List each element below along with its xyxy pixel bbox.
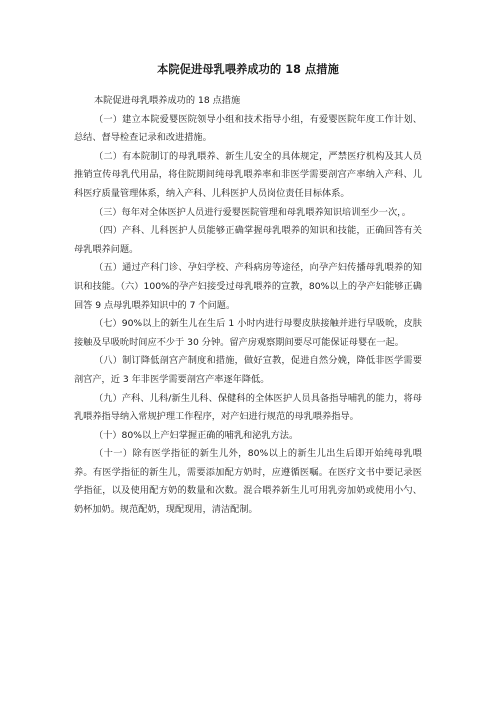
paragraph-7: （八）制订降低剖宫产制度和措施，做好宣教，促进自然分娩，降低非医学需要剖宫产，近 3 年非医学需要剖宫产率逐年降低。 bbox=[74, 355, 422, 385]
paragraph-4: （四）产科、儿科医护人员能够正确掌握母乳喂养的知识和技能，正确回答有关母乳喂养问题。 bbox=[74, 225, 422, 255]
paragraph-3: （三）每年对全体医护人员进行爱婴医院管理和母乳喂养知识培训至少一次，。 bbox=[94, 206, 411, 218]
paragraph-5: （五）通过产科门诊、孕妇学校、产科病房等途径，向孕产妇传播母乳喂养的知识和技能。（六）100%的孕产妇接受过母乳喂养的宣教，80%以上的孕产妇能够正确回答 9 点母乳喂养知识中的 7 个问题。 bbox=[74, 262, 422, 311]
document-subtitle: 本院促进母乳喂养成功的 18 点措施 bbox=[94, 95, 241, 106]
paragraph-9: （十）80%以上产妇掌握正确的哺乳和泌乳方法。 bbox=[94, 429, 299, 441]
paragraph-6: （七）90%以上的新生儿在生后 1 小时内进行母婴皮肤接触并进行早吸吮，皮肤接触及早吸吮时间应不少于 30 分钟。留产房观察期间要尽可能保证母婴在一起。 bbox=[74, 318, 422, 348]
paragraph-10: （十一）除有医学指征的新生儿外，80%以上的新生儿出生后即开始纯母乳喂养。有医学指征的新生儿，需要添加配方奶时，应遵循医嘱。在医疗文书中要记录医学指征，以及使用配方奶的数量和次数。混合喂养新生儿可用乳旁加奶或使用小勺、奶杯加奶。规范配奶，现配现用，清洁配制。 bbox=[74, 448, 422, 516]
paragraph-1: （一）建立本院爱婴医院领导小组和技术指导小组，有爱婴医院年度工作计划、总结、督导检查记录和改进措施。 bbox=[74, 113, 422, 144]
document-title: 本院促进母乳喂养成功的 18 点措施 bbox=[157, 63, 339, 76]
paragraph-2: （二）有本院制订的母乳喂养、新生儿安全的具体规定，严禁医疗机构及其人员推销宣传母乳代用品，将住院期间纯母乳喂养率和非医学需要剖宫产率纳入产科、儿科医疗质量管理体系，纳入产科、儿科医护人员岗位责任目标体系。 bbox=[74, 150, 422, 199]
paragraph-8: （九）产科、儿科/新生儿科、保健科的全体医护人员具备指导哺乳的能力，将母乳喂养指导纳入常规护理工作程序，对产妇进行规范的母乳喂养指导。 bbox=[74, 392, 422, 423]
